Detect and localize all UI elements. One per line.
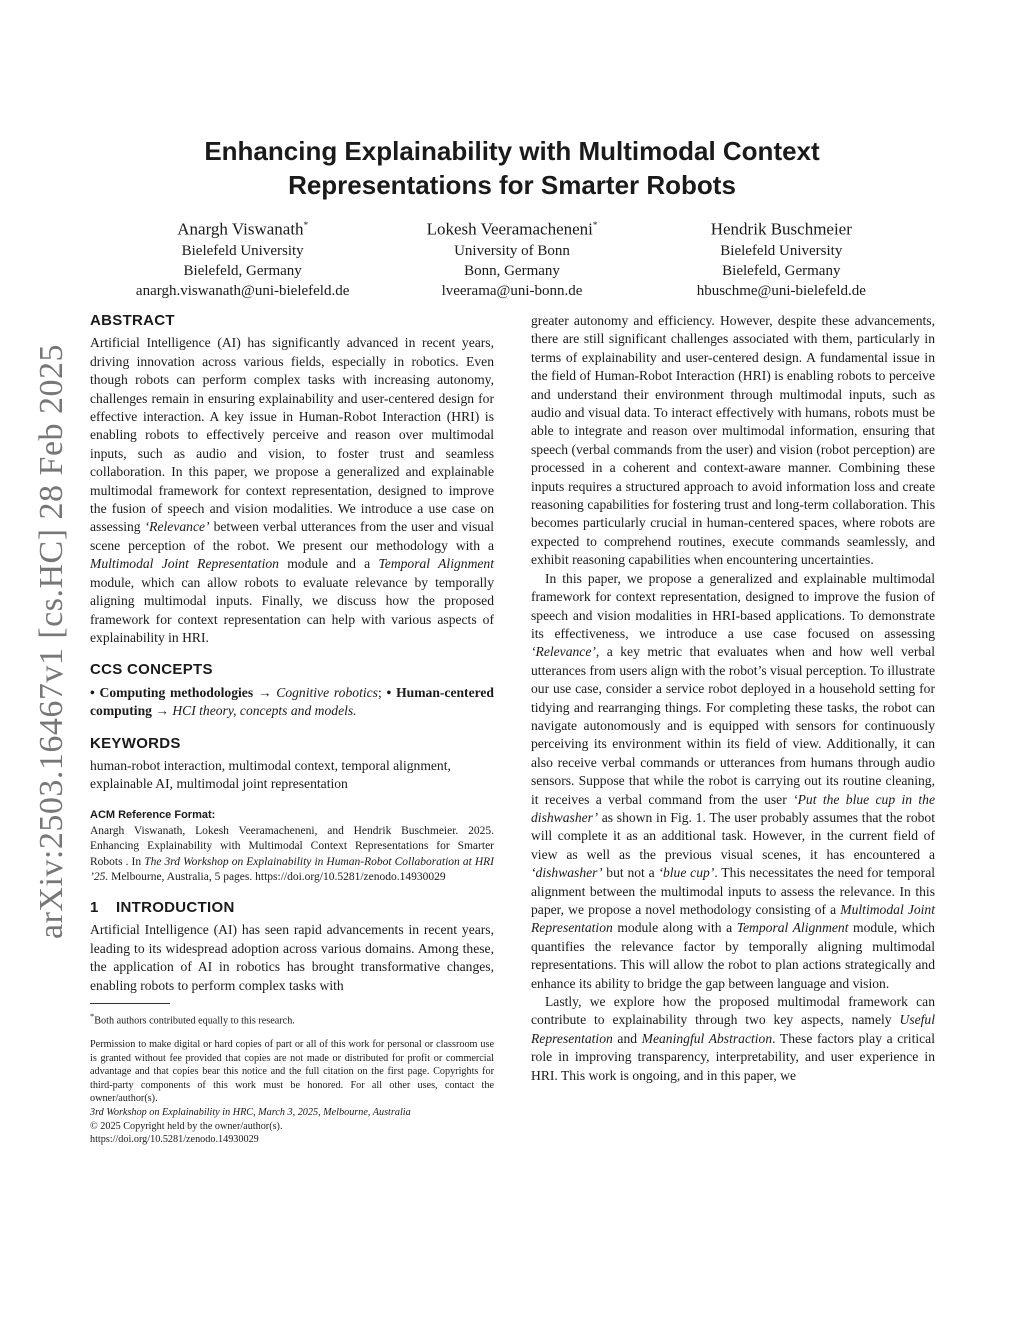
author-location: Bonn, Germany: [464, 262, 560, 279]
copyright-line: © 2025 Copyright held by the owner/author(s).: [90, 1120, 283, 1132]
author-affiliation: Bielefeld University: [181, 242, 304, 259]
author-1: [108, 214, 377, 301]
author-name: Lokesh Veeramacheneni*: [426, 219, 598, 239]
introduction-paragraph-3: Lastly, we explore how the proposed multimodal framework can contribute to explainability through two key aspects, namely Useful Representation and Meaningful Abstraction. These factors play a critical role in improving transparency, interpretability, and user experience in HRI. This work is ongoing, and in this paper, we: [531, 994, 935, 1083]
author-2: [377, 214, 646, 301]
author-3: [647, 214, 916, 301]
acm-reference-text: Anargh Viswanath, Lokesh Veeramacheneni, and Hendrik Buschmeier. 2025. Enhancing Explainability with Multimodal Context Representations for Smarter Robots . In The 3rd Workshop on Explainability in Human-Robot Collaboration at HRI ’25. Melbourne, Australia, 5 pages. https://doi.org/10.5281/zenodo.14930029: [90, 825, 495, 883]
acm-reference-heading: ACM Reference Format:: [90, 808, 216, 821]
author-location: Bielefeld, Germany: [183, 262, 302, 279]
author-name: Anargh Viswanath*: [177, 219, 309, 239]
venue-line: 3rd Workshop on Explainability in HRC, March 3, 2025, Melbourne, Australia: [90, 1106, 411, 1118]
paper-title: [150, 134, 874, 202]
title-line-1: Enhancing Explainability with Multimodal Context: [204, 136, 820, 166]
keywords-heading: KEYWORDS: [90, 734, 181, 752]
introduction-paragraph-2: In this paper, we propose a generalized and explainable multimodal framework for context representation, designed to improve the fusion of speech and vision modalities in HRI-based applications. To demonstrate its effectiveness, we introduce a use case focused on assessing ‘Relevance’, a key metric that evaluates when and how well verbal utterances from users align with the robot’s visual perception. To illustrate our use case, consider a service robot deployed in a household setting for tidying and rearranging things. For completing these tasks, the robot can navigate autonomously and is equipped with sensors for continuously perceiving its environment within its field of view. Additionally, it can also receive verbal commands or utterances from humans through audio sensors. Suppose that while the robot is carrying out its routine cleaning, it receives a verbal command from the user ‘Put the blue cup in the dishwasher’ as shown in Fig. 1. The user probably assumes that the robot will complete it as an additional task. However, in the current field of view as well as the previous visual scenes, it has encountered a ‘dishwasher’ but not a ‘blue cup’. This necessitates the need for temporal alignment between the multimodal inputs to assess the relevance. In this paper, we propose a novel methodology consisting of a Multimodal Joint Representation module along with a Temporal Alignment module, which quantifies the relevance factor by temporally aligning multimodal representations. This will allow the robot to plan actions strategically and enhance its ability to bridge the gap between language and vision.: [531, 570, 936, 991]
arxiv-identifier-text: arXiv:2503.16467v1 [cs.HC] 28 Feb 2025: [33, 345, 70, 939]
author-affiliation: University of Bonn: [454, 242, 570, 259]
footnote: *Both authors contributed equally to this research.: [90, 1011, 295, 1027]
doi-link[interactable]: https://doi.org/10.5281/zenodo.14930029: [90, 1134, 259, 1146]
author-block: [108, 214, 916, 301]
author-email: hbuschme@uni-bielefeld.de: [696, 282, 866, 299]
author-name: Hendrik Buschmeier: [710, 219, 852, 239]
introduction-heading: 1 INTRODUCTION: [90, 898, 235, 916]
title-line-2: Representations for Smarter Robots: [288, 170, 736, 200]
author-location: Bielefeld, Germany: [722, 262, 841, 279]
author-email: anargh.viswanath@uni-bielefeld.de: [135, 282, 350, 299]
ccs-concepts: • Computing methodologies → Cognitive robotics; • Human-centered computing → HCI theory, concepts and models.: [90, 684, 494, 719]
introduction-text-right: greater autonomy and efficiency. However, despite these advancements, there are still significant challenges associated with them, particularly in terms of explainability and user-centered design. A fundamental issue in the field of Human-Robot Interaction (HRI) is enabling robots to perceive and understand their environment through multimodal inputs, such as audio and visual data. To interact effectively with humans, robots must be able to integrate and reason over multimodal information, ensuring that speech (verbal commands from the user) and vision (robot perception) are processed in a coherent and context-aware manner. Combining these inputs requires a structured approach to avoid information loss and create reasoning capabilities for fostering trust and long-term collaboration. This becomes particularly crucial in human-centered spaces, where robots are expected to comprehend routines, execute commands seamlessly, and exhibit reasoning capabilities when encountering uncertainties.: [531, 313, 935, 568]
right-column: [531, 312, 935, 1085]
keywords-text: human-robot interaction, multimodal context, temporal alignment, explainable AI, multimodal joint representation: [90, 757, 451, 792]
ccs-heading: CCS CONCEPTS: [90, 661, 213, 679]
left-column: [90, 312, 494, 1147]
introduction-text-left: Artificial Intelligence (AI) has seen rapid advancements in recent years, leading to its widespread adoption across various domains. Among these, the application of AI in robotics has brought transformative changes, enabling robots to perform complex tasks with: [90, 922, 494, 993]
abstract-heading: ABSTRACT: [90, 312, 175, 329]
arxiv-identifier: [22, 345, 70, 945]
permission-text: Permission to make digital or hard copies of part or all of this work for personal or classroom use is granted without fee provided that copies are not made or distributed for profit or commercial advantage and that copies bear this notice and the full citation on the first page. Copyrights for third-party components of this work must be honored. For all other uses, contact the owner/author(s).: [90, 1038, 494, 1105]
author-email: lveerama@uni-bonn.de: [441, 282, 583, 299]
abstract-text: Artificial Intelligence (AI) has significantly advanced in recent years, driving innovation across various fields, especially in robotics. Even though robots can perform complex tasks with increasing autonomy, challenges remain in ensuring explainability and user-centered design for effective interaction. A key issue in Human-Robot Interaction (HRI) is enabling robots to effectively perceive and reason over multimodal inputs, such as audio and vision, to foster trust and seamless collaboration. In this paper, we propose a generalized and explainable multimodal framework for context representation, designed to improve the fusion of speech and vision modalities. We introduce a use case on assessing ‘Relevance’ between verbal utterances from the user and visual scene perception of the robot. We present our methodology with a Multimodal Joint Representation module and a Temporal Alignment module, which can allow robots to evaluate relevance by temporally aligning multimodal inputs. Finally, we discuss how the proposed framework for context representation can help with various aspects of explainability in HRI.: [90, 335, 494, 645]
footnote-divider: [90, 1003, 170, 1004]
permission-block: [90, 1038, 494, 1147]
author-affiliation: Bielefeld University: [720, 242, 843, 259]
